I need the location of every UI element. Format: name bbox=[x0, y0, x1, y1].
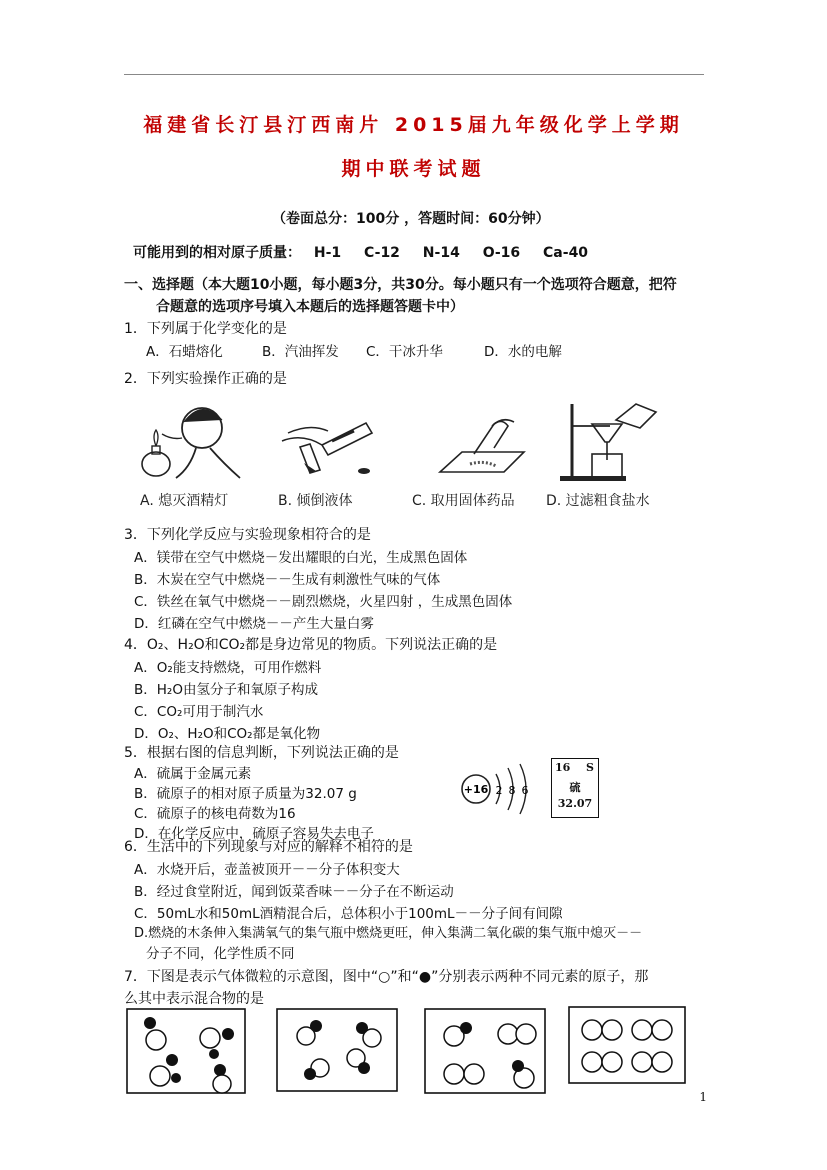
q2-caption-d: D. 过滤粗食盐水 bbox=[546, 493, 650, 509]
q5-option-a: A．硫属于金属元素 bbox=[134, 766, 252, 782]
q6-option-a: A．水烧开后，壶盖被顶开－－分子体积变大 bbox=[134, 862, 400, 878]
q6-option-c: C．50mL水和50mL酒精混合后，总体积小于100mL－－分子间有间隙 bbox=[134, 906, 563, 922]
solid-reagent-figure bbox=[430, 410, 530, 482]
q3-option-b: B．木炭在空气中燃烧－－生成有刺激性气味的气体 bbox=[134, 572, 441, 588]
atomic-mass-c: C-12 bbox=[364, 245, 400, 261]
alcohol-lamp-figure bbox=[140, 402, 250, 484]
exam-info: （卷面总分：100分 ，答题时间：60分钟） bbox=[272, 211, 550, 227]
section1-heading-1: 一、选择题（本大题10小题，每小题3分，共30分。每小题只有一个选项符合题意，把符 bbox=[124, 277, 677, 293]
title-line-2: 期中联考试题 bbox=[341, 158, 486, 180]
q1-stem: 1．下列属于化学变化的是 bbox=[124, 321, 287, 337]
particle-box-a bbox=[126, 1008, 246, 1094]
atomic-mass-o: O-16 bbox=[482, 245, 521, 261]
q5-option-c: C．硫原子的核电荷数为16 bbox=[134, 806, 296, 822]
q1-option-c: C．干冰升华 bbox=[366, 344, 443, 360]
q5-option-d: D．在化学反应中，硫原子容易失去电子 bbox=[134, 826, 374, 842]
particle-box-c bbox=[424, 1008, 546, 1094]
q5-stem: 5．根据右图的信息判断，下列说法正确的是 bbox=[124, 745, 399, 761]
q7-stem-2: 么其中表示混合物的是 bbox=[124, 991, 264, 1007]
q4-option-b: B．H₂O由氢分子和氧原子构成 bbox=[134, 682, 318, 698]
atom-nucleus-label: +16 bbox=[463, 783, 489, 796]
header-rule bbox=[124, 74, 704, 75]
q6-option-d-cont: 分子不同，化学性质不同 bbox=[146, 946, 295, 962]
q4-stem: 4．O₂、H₂O和CO₂都是身边常见的物质。下列说法正确的是 bbox=[124, 637, 498, 653]
atomic-mass-row bbox=[133, 242, 588, 262]
q1-option-b: B．汽油挥发 bbox=[262, 344, 339, 360]
element-symbol: S bbox=[586, 761, 594, 774]
page-number: 1 bbox=[699, 1090, 707, 1104]
particle-box-b bbox=[276, 1008, 398, 1092]
atomic-mass-h: H-1 bbox=[313, 245, 342, 261]
q1-option-a: A．石蜡熔化 bbox=[146, 344, 223, 360]
atom-shell-2: 8 bbox=[508, 784, 516, 797]
atom-shell-1: 2 bbox=[495, 784, 503, 797]
particle-box-d bbox=[568, 1006, 686, 1084]
atomic-mass-ca: Ca-40 bbox=[543, 245, 589, 261]
q3-option-a: A．镁带在空气中燃烧－发出耀眼的白光，生成黑色固体 bbox=[134, 550, 468, 566]
element-name: 硫 bbox=[569, 781, 581, 794]
q6-option-b: B．经过食堂附近，闻到饭菜香味－－分子在不断运动 bbox=[134, 884, 454, 900]
q2-stem: 2．下列实验操作正确的是 bbox=[124, 371, 287, 387]
atomic-mass-n: N-14 bbox=[422, 245, 460, 261]
q4-option-a: A．O₂能支持燃烧，可用作燃料 bbox=[134, 660, 322, 676]
q3-option-d: D．红磷在空气中燃烧－－产生大量白雾 bbox=[134, 616, 374, 632]
q3-option-c: C．铁丝在氧气中燃烧－－剧烈燃烧，火星四射 ，生成黑色固体 bbox=[134, 594, 513, 610]
q4-option-d: D．O₂、H₂O和CO₂都是氧化物 bbox=[134, 726, 321, 742]
q4-option-c: C．CO₂可用于制汽水 bbox=[134, 704, 264, 720]
q2-caption-b: B. 倾倒液体 bbox=[278, 493, 353, 509]
q6-option-d: D.燃烧的木条伸入集满氧气的集气瓶中燃烧更旺，伸入集满二氧化碳的集气瓶中熄灭－－ bbox=[134, 926, 643, 941]
title-line-1: 福建省长汀县汀西南片 2015届九年级化学上学期 bbox=[143, 114, 684, 136]
atom-shell-3: 6 bbox=[521, 784, 529, 797]
atomic-mass-label: 可能用到的相对原子质量： bbox=[133, 245, 301, 261]
q1-option-d: D．水的电解 bbox=[484, 344, 562, 360]
sulfur-element-card bbox=[551, 758, 599, 818]
element-number: 16 bbox=[555, 761, 571, 774]
q3-stem: 3．下列化学反应与实验现象相符合的是 bbox=[124, 527, 371, 543]
sulfur-atom-diagram bbox=[456, 762, 538, 816]
q5-option-b: B．硫原子的相对原子质量为32.07 g bbox=[134, 786, 357, 802]
q7-stem-1: 7．下图是表示气体微粒的示意图，图中“○”和“●”分别表示两种不同元素的原子，那 bbox=[124, 969, 649, 985]
q6-stem: 6．生活中的下列现象与对应的解释不相符的是 bbox=[124, 839, 413, 855]
q2-caption-c: C. 取用固体药品 bbox=[412, 493, 515, 509]
filtration-figure bbox=[556, 400, 666, 484]
pouring-liquid-figure bbox=[272, 405, 382, 483]
section1-heading-2: 合题意的选项序号填入本题后的选择题答题卡中） bbox=[156, 299, 464, 315]
element-mass: 32.07 bbox=[557, 797, 593, 810]
q2-caption-a: A. 熄灭酒精灯 bbox=[140, 493, 229, 509]
